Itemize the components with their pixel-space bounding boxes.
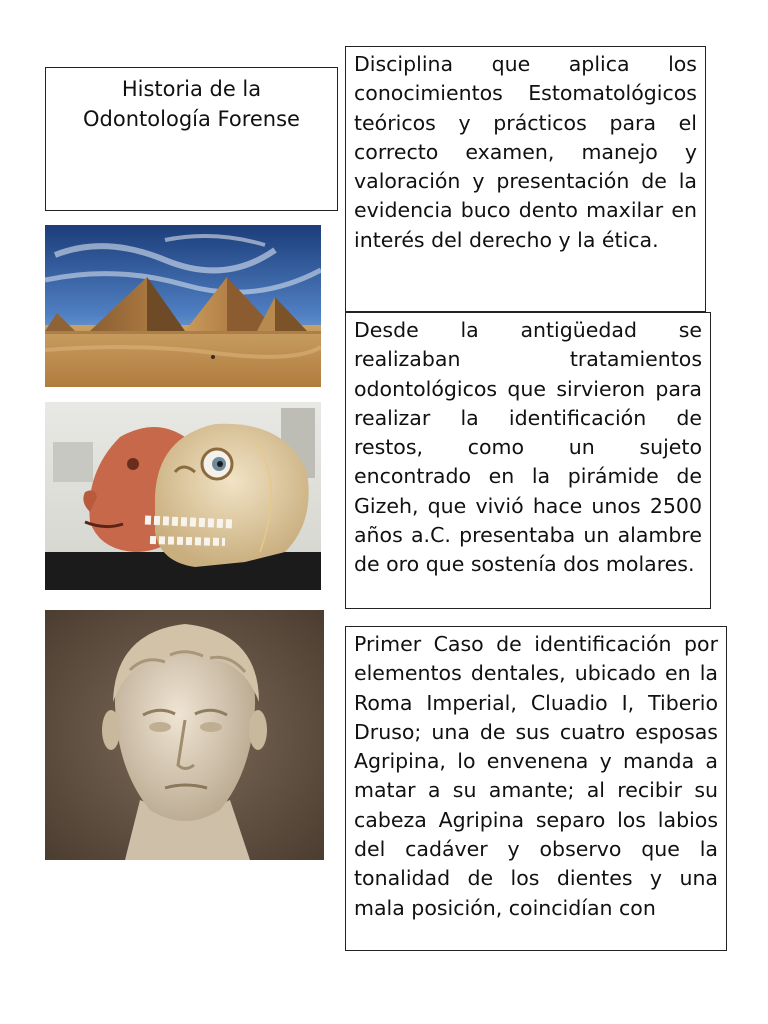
definition-box — [345, 46, 706, 312]
antiquity-box — [345, 312, 711, 609]
first-case-text: Primer Caso de identificación por elementos dentales, ubicado en la Roma Imperial, Cluadio I, Tiberio Druso; una de sus cuatro esposas Agripina, lo envenena y manda a matar a su amante; al recibir su cabeza Agripina separo los labios del cadáver y observo que la tonalidad de los dientes y una mala posición, coincidían con — [354, 632, 718, 920]
page-title-line-1: Historia de la — [121, 77, 262, 101]
skull-reconstruction-image — [45, 402, 321, 590]
antiquity-text: Desde la antigüedad se realizaban tratamientos odontológicos que sirvieron para realizar la identificación de restos, como un sujeto encontrado en la pirámide de Gizeh, que vivió hace unos 2500 años a.C. presentaba un alambre de oro que sostenía dos molares. — [354, 318, 702, 577]
title-box — [45, 67, 338, 211]
first-case-box — [345, 626, 727, 951]
definition-text: Disciplina que aplica los conocimientos Estomatológicos teóricos y prácticos para el correcto examen, manejo y valoración y presentación de la evidencia buco dento maxilar en interés del derecho y la ética. — [354, 52, 697, 252]
page-title-line-2: Odontología Forense — [83, 107, 300, 131]
pyramids-image — [45, 225, 321, 387]
roman-bust-image — [45, 610, 324, 860]
